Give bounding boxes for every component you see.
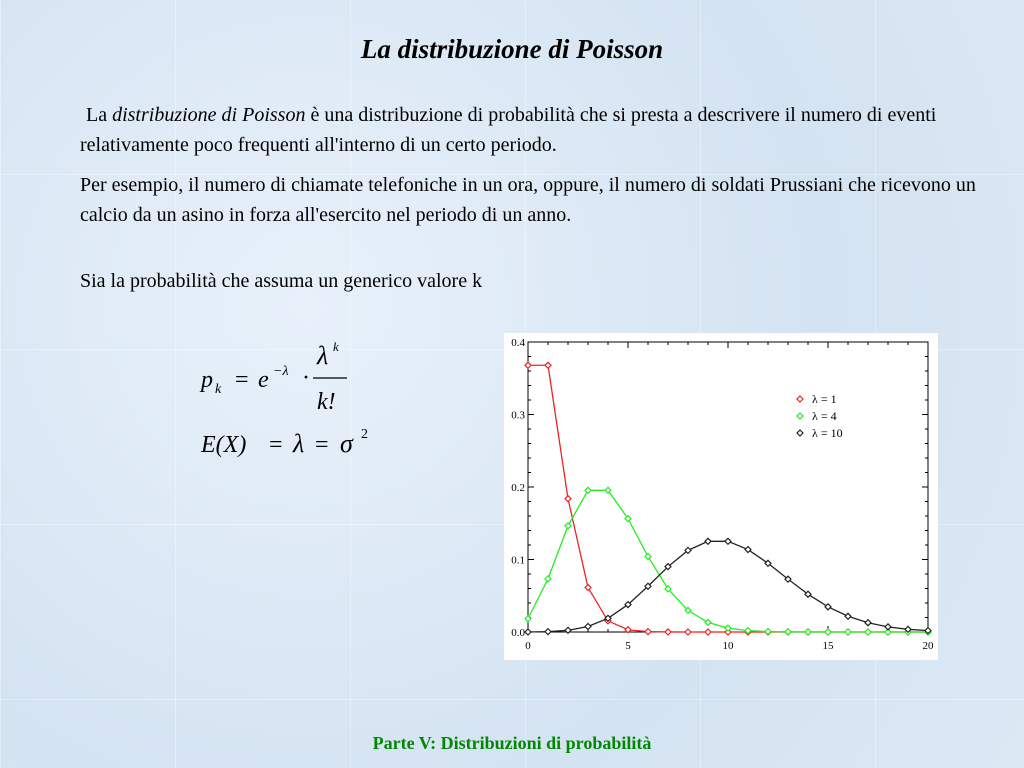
- data-point: [585, 487, 591, 493]
- data-point: [865, 620, 871, 626]
- formula-exponent: −λ: [273, 364, 289, 379]
- footer-text: Parte V: Distribuzioni di probabilità: [372, 733, 652, 753]
- data-point: [525, 616, 531, 622]
- data-point: [845, 613, 851, 619]
- chart-svg: [504, 333, 938, 660]
- data-point: [645, 629, 651, 635]
- formula-lambda-2: λ: [293, 429, 305, 458]
- formula-k-sub: k: [215, 382, 222, 397]
- poisson-chart: [504, 333, 938, 660]
- legend-marker: [797, 430, 803, 436]
- intro-prefix: La: [86, 104, 113, 126]
- intro-paragraph: [80, 100, 980, 160]
- x-tick-label: 10: [722, 640, 734, 652]
- data-point: [545, 362, 551, 368]
- x-tick-label: 0: [525, 640, 531, 652]
- series-line-2: [528, 490, 928, 632]
- data-point: [705, 629, 711, 635]
- data-point: [785, 629, 791, 635]
- formula-expectation: E(X): [201, 432, 247, 458]
- y-tick-label: 0.0: [511, 627, 525, 639]
- data-point: [845, 629, 851, 635]
- poisson-formula: [195, 330, 405, 470]
- x-tick-label: 5: [625, 640, 631, 652]
- y-tick-label: 0.4: [511, 337, 525, 349]
- formula-k-sup: k: [333, 339, 339, 354]
- formula-p: p: [201, 367, 213, 393]
- x-tick-label: 15: [822, 640, 834, 652]
- data-point: [545, 629, 551, 635]
- legend-marker: [797, 396, 803, 402]
- formula-dot: ·: [302, 365, 310, 391]
- formula-equals-1: =: [235, 367, 249, 393]
- data-point: [705, 619, 711, 625]
- formula-lambda: λ: [317, 341, 329, 370]
- data-point: [525, 362, 531, 368]
- legend-label: λ = 1: [812, 392, 837, 406]
- x-tick-label: 20: [922, 640, 934, 652]
- formula-equals-2: =: [269, 432, 283, 458]
- intro-term: distribuzione di Poisson: [112, 104, 306, 126]
- data-point: [545, 576, 551, 582]
- y-tick-label: 0.2: [511, 482, 525, 494]
- data-point: [585, 623, 591, 629]
- y-tick-label: 0.1: [511, 554, 525, 567]
- data-point: [585, 585, 591, 591]
- y-tick-label: 0.3: [511, 409, 525, 422]
- definition-paragraph: Sia la probabilità che assuma un generico valore k: [80, 270, 483, 292]
- data-point: [725, 538, 731, 544]
- data-point: [685, 629, 691, 635]
- formula-svg: [195, 330, 405, 470]
- data-point: [865, 629, 871, 635]
- data-point: [645, 553, 651, 559]
- legend-marker: [797, 413, 803, 419]
- formula-e: e: [258, 367, 269, 393]
- data-point: [885, 624, 891, 630]
- data-point: [665, 629, 671, 635]
- data-point: [565, 496, 571, 502]
- data-point: [525, 629, 531, 635]
- legend-label: λ = 4: [812, 409, 837, 423]
- data-point: [705, 538, 711, 544]
- intro-rest: è una distribuzione di probabilità che si presta a descrivere il numero di eventi relativamente poco frequenti all'interno di un certo periodo.: [80, 104, 937, 156]
- formula-squared: 2: [361, 427, 368, 442]
- slide-title: La distribuzione di Poisson: [360, 34, 664, 64]
- data-point: [825, 604, 831, 610]
- example-paragraph: Per esempio, il numero di chiamate telefoniche in un ora, oppure, il numero di soldati Prussiani che ricevono un calcio da un asino in forza all'esercito nel periodo di un anno.: [80, 174, 976, 226]
- data-point: [805, 629, 811, 635]
- data-point: [565, 523, 571, 529]
- data-point: [825, 629, 831, 635]
- formula-k-factorial: k!: [317, 389, 336, 415]
- series-line-1: [528, 365, 928, 632]
- legend-label: λ = 10: [812, 426, 843, 440]
- formula-sigma: σ: [340, 429, 353, 458]
- formula-equals-3: =: [315, 432, 329, 458]
